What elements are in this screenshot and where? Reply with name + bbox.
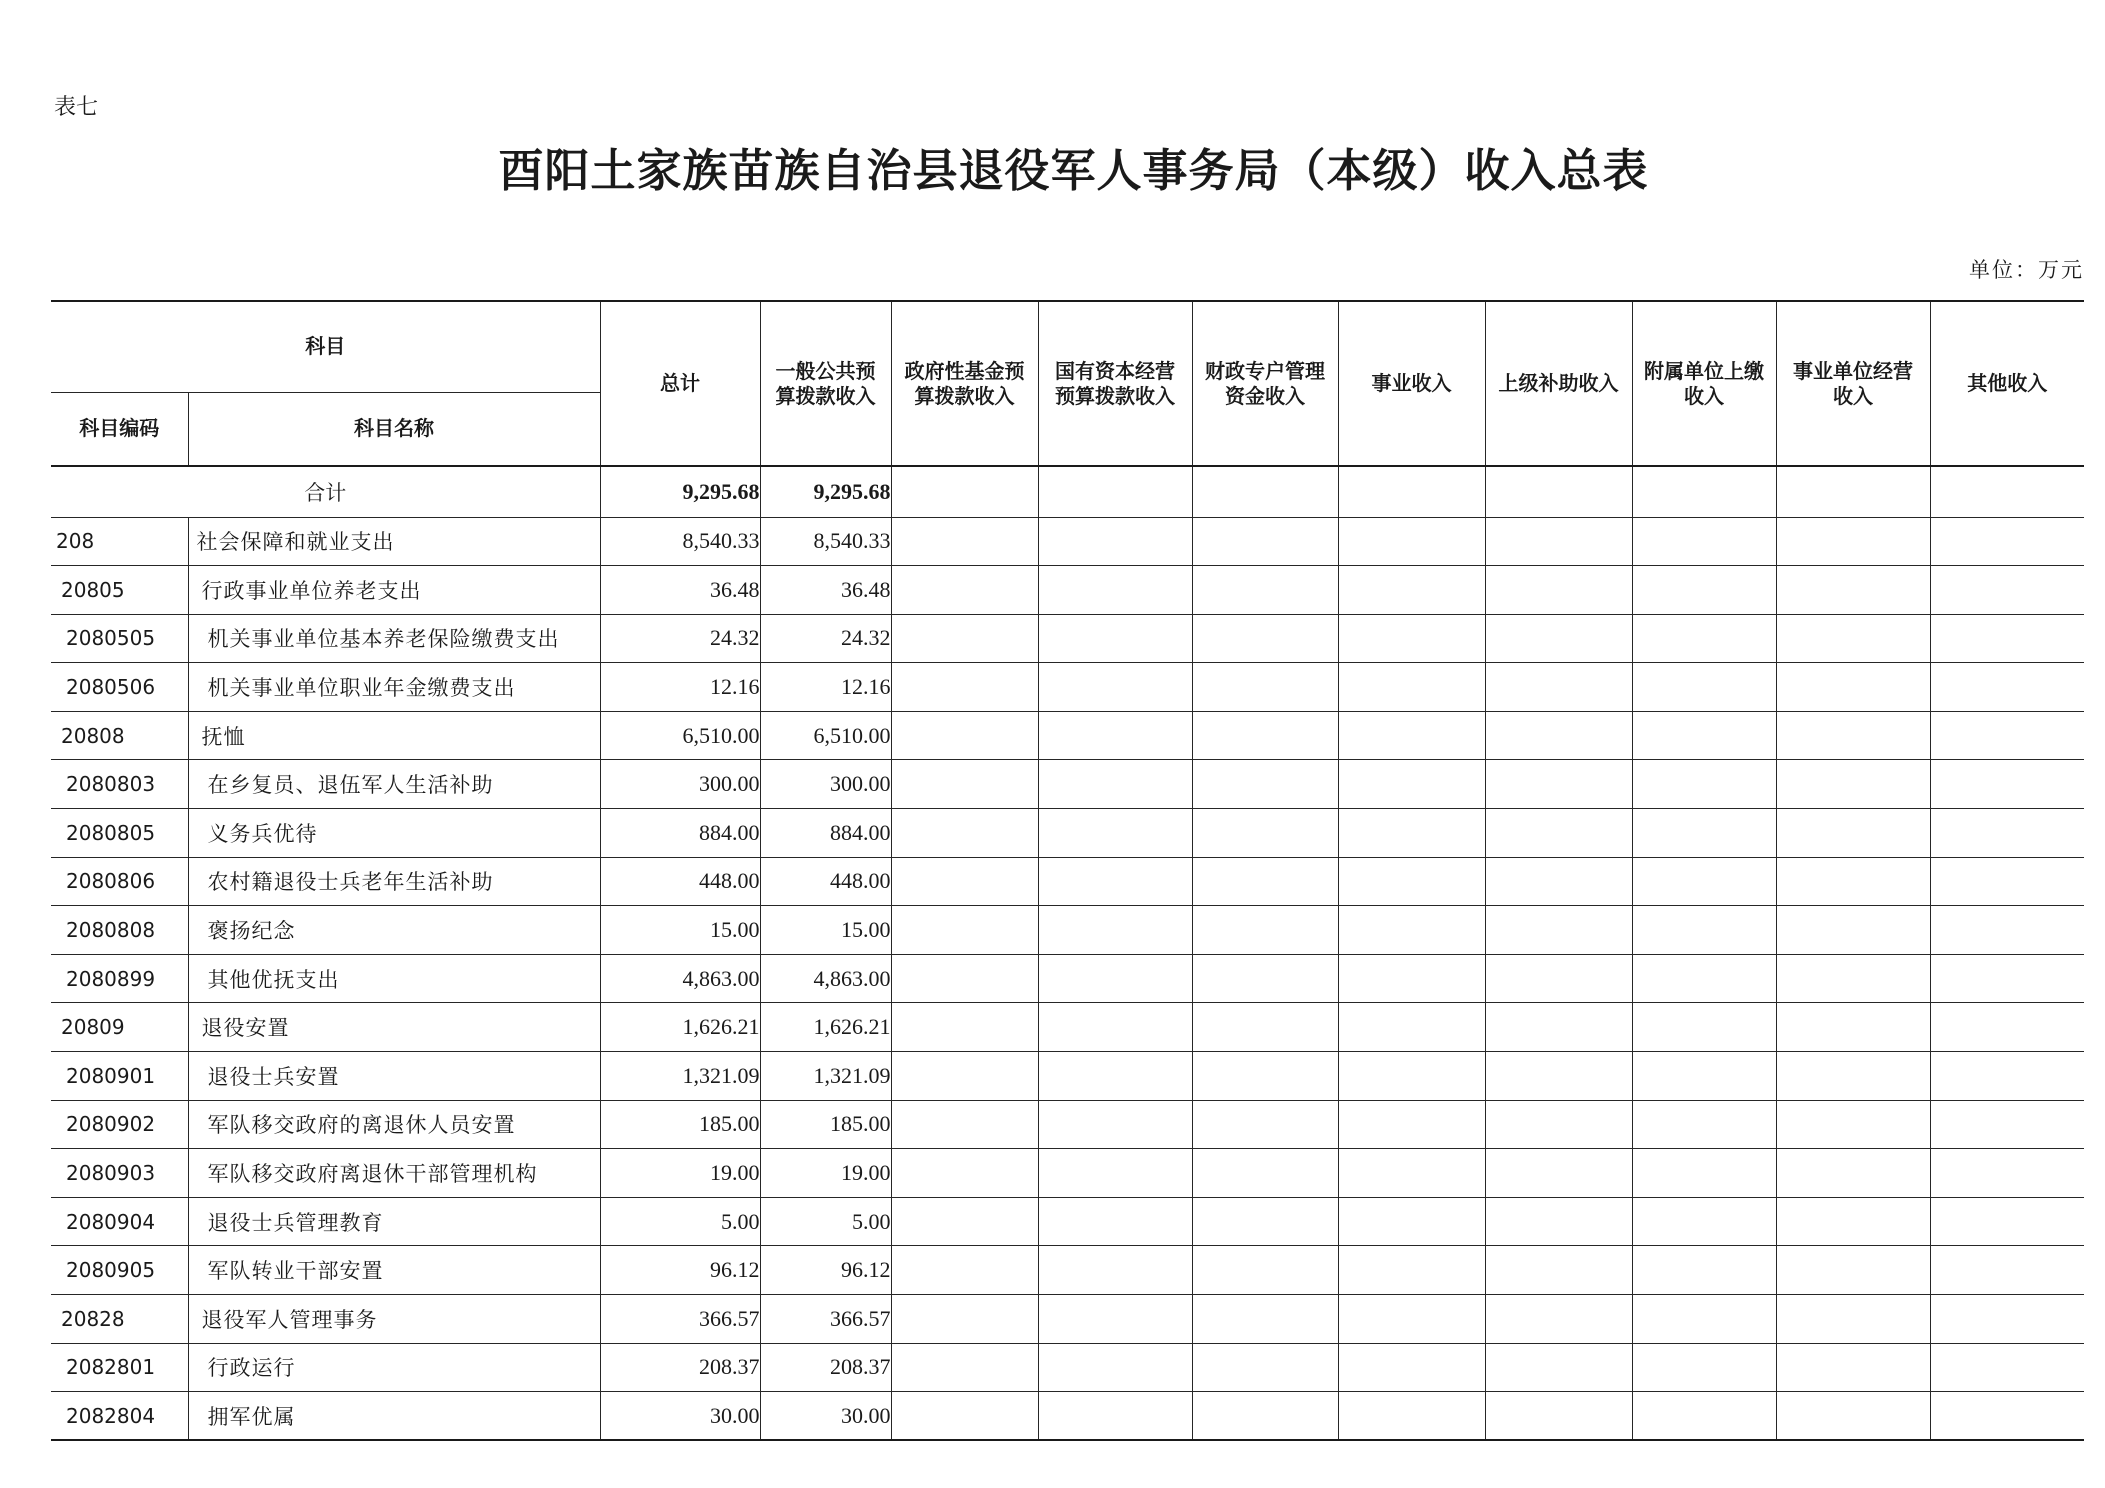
- empty-cell: [1338, 1003, 1485, 1052]
- row-subject-name: 其他优抚支出: [188, 954, 600, 1003]
- empty-cell: [891, 1100, 1038, 1149]
- empty-cell: [1192, 614, 1338, 663]
- table-row: [51, 1100, 2084, 1149]
- empty-cell: [1338, 566, 1485, 615]
- empty-cell: [1192, 1100, 1338, 1149]
- empty-cell: [1038, 663, 1192, 712]
- table-row: [51, 1149, 2084, 1198]
- empty-cell: [1776, 466, 1930, 517]
- row-subject-code: 2080903: [51, 1149, 188, 1198]
- table-row: [51, 663, 2084, 712]
- empty-cell: [1632, 1295, 1776, 1344]
- empty-cell: [1485, 1343, 1632, 1392]
- row-general-budget: 208.37: [760, 1343, 891, 1392]
- empty-cell: [1930, 1246, 2084, 1295]
- row-subject-code: 20808: [51, 711, 188, 760]
- row-subject-code: 20828: [51, 1295, 188, 1344]
- header-label-line: 总计: [660, 371, 700, 395]
- empty-cell: [1632, 1246, 1776, 1295]
- empty-cell: [1038, 906, 1192, 955]
- row-general-budget: 185.00: [760, 1100, 891, 1149]
- empty-cell: [1632, 466, 1776, 517]
- row-general-budget: 36.48: [760, 566, 891, 615]
- row-total: 5.00: [600, 1197, 760, 1246]
- empty-cell: [891, 1197, 1038, 1246]
- empty-cell: [1338, 1100, 1485, 1149]
- empty-cell: [1930, 1149, 2084, 1198]
- empty-cell: [1485, 614, 1632, 663]
- row-general-budget: 366.57: [760, 1295, 891, 1344]
- empty-cell: [1038, 1295, 1192, 1344]
- empty-cell: [1485, 1392, 1632, 1441]
- row-total: 366.57: [600, 1295, 760, 1344]
- empty-cell: [1485, 857, 1632, 906]
- row-subject-name: 农村籍退役士兵老年生活补助: [188, 857, 600, 906]
- table-row: [51, 566, 2084, 615]
- row-general-budget: 15.00: [760, 906, 891, 955]
- empty-cell: [1338, 614, 1485, 663]
- empty-cell: [1192, 663, 1338, 712]
- empty-cell: [1632, 857, 1776, 906]
- row-general-budget: 300.00: [760, 760, 891, 809]
- empty-cell: [1338, 1052, 1485, 1101]
- row-general-budget: 6,510.00: [760, 711, 891, 760]
- row-general-budget: 12.16: [760, 663, 891, 712]
- empty-cell: [1338, 1197, 1485, 1246]
- empty-cell: [1338, 954, 1485, 1003]
- empty-cell: [1338, 517, 1485, 566]
- header-label-line: 算拨款收入: [914, 383, 1015, 408]
- empty-cell: [1485, 566, 1632, 615]
- row-total: 1,321.09: [600, 1052, 760, 1101]
- empty-cell: [1038, 566, 1192, 615]
- empty-cell: [1776, 1052, 1930, 1101]
- row-general-budget: 884.00: [760, 809, 891, 858]
- empty-cell: [1632, 1343, 1776, 1392]
- header-label-line: 政府性基金预: [904, 358, 1025, 383]
- empty-cell: [1632, 711, 1776, 760]
- empty-cell: [1192, 517, 1338, 566]
- row-subject-name: 机关事业单位基本养老保险缴费支出: [188, 614, 600, 663]
- empty-cell: [1485, 1003, 1632, 1052]
- header-affiliated-unit-income: [1632, 301, 1776, 466]
- row-subject-name: 社会保障和就业支出: [188, 517, 600, 566]
- empty-cell: [1930, 466, 2084, 517]
- empty-cell: [1338, 1295, 1485, 1344]
- row-total: 12.16: [600, 663, 760, 712]
- empty-cell: [1776, 1100, 1930, 1149]
- empty-cell: [1930, 711, 2084, 760]
- header-subject: 科目: [51, 301, 600, 392]
- row-subject-code: 20805: [51, 566, 188, 615]
- header-label-line: 收入: [1833, 383, 1873, 408]
- empty-cell: [1192, 1295, 1338, 1344]
- empty-cell: [1776, 1295, 1930, 1344]
- row-total: 30.00: [600, 1392, 760, 1441]
- empty-cell: [1192, 906, 1338, 955]
- row-subject-code: 2080899: [51, 954, 188, 1003]
- empty-cell: [891, 906, 1038, 955]
- table-row: [51, 711, 2084, 760]
- row-subject-name: 拥军优属: [188, 1392, 600, 1441]
- header-label-line: 附属单位上缴: [1644, 358, 1764, 383]
- empty-cell: [1930, 1197, 2084, 1246]
- row-total: 300.00: [600, 760, 760, 809]
- income-summary-table: [51, 300, 2084, 1441]
- empty-cell: [1776, 566, 1930, 615]
- header-subject-code: 科目编码: [51, 392, 188, 466]
- empty-cell: [891, 711, 1038, 760]
- row-subject-name: 退役安置: [188, 1003, 600, 1052]
- empty-cell: [1776, 517, 1930, 566]
- empty-cell: [1930, 1295, 2084, 1344]
- header-label-line: 事业单位经营: [1793, 358, 1913, 383]
- empty-cell: [1776, 1392, 1930, 1441]
- table-row: [51, 1003, 2084, 1052]
- empty-cell: [1776, 1149, 1930, 1198]
- empty-cell: [1632, 614, 1776, 663]
- table-header: [51, 301, 2084, 466]
- empty-cell: [1776, 663, 1930, 712]
- table-row: [51, 857, 2084, 906]
- empty-cell: [1038, 954, 1192, 1003]
- empty-cell: [891, 1392, 1038, 1441]
- row-subject-code: 2080806: [51, 857, 188, 906]
- empty-cell: [891, 1295, 1038, 1344]
- empty-cell: [1038, 1392, 1192, 1441]
- row-subject-code: 2080901: [51, 1052, 188, 1101]
- row-subject-name: 退役士兵管理教育: [188, 1197, 600, 1246]
- empty-cell: [891, 1003, 1038, 1052]
- empty-cell: [1338, 466, 1485, 517]
- empty-cell: [1038, 1100, 1192, 1149]
- row-subject-code: 2080902: [51, 1100, 188, 1149]
- empty-cell: [1776, 711, 1930, 760]
- table-row: [51, 906, 2084, 955]
- empty-cell: [1192, 857, 1338, 906]
- empty-cell: [1632, 1052, 1776, 1101]
- empty-cell: [1776, 906, 1930, 955]
- header-label-line: 其他收入: [1967, 371, 2048, 395]
- empty-cell: [891, 857, 1038, 906]
- empty-cell: [1038, 1246, 1192, 1295]
- row-total: 884.00: [600, 809, 760, 858]
- total-general-budget-cell: 9,295.68: [760, 466, 891, 517]
- empty-cell: [1192, 1246, 1338, 1295]
- total-label: 合计: [51, 466, 600, 517]
- header-label-line: 收入: [1684, 383, 1724, 408]
- empty-cell: [1632, 663, 1776, 712]
- empty-cell: [1776, 1246, 1930, 1295]
- empty-cell: [1776, 1197, 1930, 1246]
- empty-cell: [1038, 760, 1192, 809]
- empty-cell: [1192, 1197, 1338, 1246]
- empty-cell: [1930, 906, 2084, 955]
- row-general-budget: 1,321.09: [760, 1052, 891, 1101]
- empty-cell: [1632, 1100, 1776, 1149]
- header-other-income: [1930, 301, 2084, 466]
- empty-cell: [1776, 1003, 1930, 1052]
- row-subject-code: 208: [51, 517, 188, 566]
- empty-cell: [1485, 663, 1632, 712]
- empty-cell: [1930, 614, 2084, 663]
- unit-label: 单位：万元: [1969, 258, 2084, 282]
- header-general-budget: [760, 301, 891, 466]
- empty-cell: [1192, 466, 1338, 517]
- row-subject-name: 退役士兵安置: [188, 1052, 600, 1101]
- empty-cell: [1338, 711, 1485, 760]
- header-gov-fund-budget: [891, 301, 1038, 466]
- row-total: 24.32: [600, 614, 760, 663]
- header-label-line: 算拨款收入: [775, 383, 876, 408]
- header-label-line: 上级补助收入: [1498, 371, 1619, 395]
- empty-cell: [1632, 1392, 1776, 1441]
- row-subject-name: 在乡复员、退伍军人生活补助: [188, 760, 600, 809]
- table-number-label: 表七: [54, 95, 99, 120]
- empty-cell: [1930, 663, 2084, 712]
- row-total: 8,540.33: [600, 517, 760, 566]
- row-general-budget: 24.32: [760, 614, 891, 663]
- header-label-line: 预算拨款收入: [1055, 383, 1175, 408]
- row-total: 19.00: [600, 1149, 760, 1198]
- row-subject-name: 军队移交政府离退休干部管理机构: [188, 1149, 600, 1198]
- empty-cell: [1930, 1100, 2084, 1149]
- empty-cell: [1485, 809, 1632, 858]
- empty-cell: [891, 663, 1038, 712]
- empty-cell: [1632, 566, 1776, 615]
- row-general-budget: 448.00: [760, 857, 891, 906]
- empty-cell: [891, 954, 1038, 1003]
- empty-cell: [1632, 517, 1776, 566]
- header-total: [600, 301, 760, 466]
- empty-cell: [1192, 809, 1338, 858]
- row-total: 1,626.21: [600, 1003, 760, 1052]
- row-subject-code: 2080805: [51, 809, 188, 858]
- empty-cell: [1632, 760, 1776, 809]
- row-subject-code: 20809: [51, 1003, 188, 1052]
- empty-cell: [891, 760, 1038, 809]
- empty-cell: [1192, 1052, 1338, 1101]
- row-general-budget: 4,863.00: [760, 954, 891, 1003]
- header-operating-income: [1776, 301, 1930, 466]
- row-subject-name: 行政运行: [188, 1343, 600, 1392]
- row-subject-name: 行政事业单位养老支出: [188, 566, 600, 615]
- empty-cell: [1632, 809, 1776, 858]
- row-subject-code: 2080808: [51, 906, 188, 955]
- empty-cell: [1338, 857, 1485, 906]
- row-total: 185.00: [600, 1100, 760, 1149]
- table-row: [51, 1197, 2084, 1246]
- empty-cell: [1338, 760, 1485, 809]
- row-subject-name: 退役军人管理事务: [188, 1295, 600, 1344]
- table-row: [51, 1246, 2084, 1295]
- empty-cell: [1485, 517, 1632, 566]
- empty-cell: [1338, 1246, 1485, 1295]
- empty-cell: [1038, 711, 1192, 760]
- header-label-line: 事业收入: [1371, 371, 1452, 395]
- row-general-budget: 1,626.21: [760, 1003, 891, 1052]
- empty-cell: [1930, 809, 2084, 858]
- row-subject-code: 2080506: [51, 663, 188, 712]
- empty-cell: [1632, 1003, 1776, 1052]
- table-row: [51, 1343, 2084, 1392]
- table-body: [51, 466, 2084, 1440]
- empty-cell: [1192, 1392, 1338, 1441]
- row-total: 6,510.00: [600, 711, 760, 760]
- total-row: [51, 466, 2084, 517]
- empty-cell: [1485, 1100, 1632, 1149]
- row-subject-name: 军队移交政府的离退休人员安置: [188, 1100, 600, 1149]
- empty-cell: [1485, 954, 1632, 1003]
- row-subject-name: 抚恤: [188, 711, 600, 760]
- empty-cell: [1338, 1392, 1485, 1441]
- row-general-budget: 5.00: [760, 1197, 891, 1246]
- row-subject-name: 义务兵优待: [188, 809, 600, 858]
- table-row: [51, 1392, 2084, 1441]
- table-row: [51, 809, 2084, 858]
- empty-cell: [1632, 1149, 1776, 1198]
- row-total: 36.48: [600, 566, 760, 615]
- empty-cell: [1485, 1052, 1632, 1101]
- header-label-line: 一般公共预: [775, 358, 876, 383]
- row-subject-name: 机关事业单位职业年金缴费支出: [188, 663, 600, 712]
- row-subject-name: 褒扬纪念: [188, 906, 600, 955]
- empty-cell: [1930, 1392, 2084, 1441]
- row-total: 96.12: [600, 1246, 760, 1295]
- empty-cell: [1192, 711, 1338, 760]
- empty-cell: [1038, 614, 1192, 663]
- empty-cell: [1930, 1343, 2084, 1392]
- row-subject-code: 2082804: [51, 1392, 188, 1441]
- row-general-budget: 96.12: [760, 1246, 891, 1295]
- row-total: 4,863.00: [600, 954, 760, 1003]
- empty-cell: [1930, 857, 2084, 906]
- empty-cell: [1192, 1343, 1338, 1392]
- table-row: [51, 1295, 2084, 1344]
- table-row: [51, 954, 2084, 1003]
- empty-cell: [891, 517, 1038, 566]
- empty-cell: [1930, 760, 2084, 809]
- empty-cell: [1632, 906, 1776, 955]
- row-general-budget: 8,540.33: [760, 517, 891, 566]
- empty-cell: [1485, 760, 1632, 809]
- header-label-line: 财政专户管理: [1205, 358, 1325, 383]
- empty-cell: [1930, 1052, 2084, 1101]
- empty-cell: [1192, 566, 1338, 615]
- empty-cell: [891, 466, 1038, 517]
- empty-cell: [1038, 517, 1192, 566]
- empty-cell: [1338, 663, 1485, 712]
- empty-cell: [1485, 1246, 1632, 1295]
- row-subject-code: 2080803: [51, 760, 188, 809]
- page-title: 酉阳土家族苗族自治县退役军人事务局（本级）收入总表: [498, 144, 1649, 197]
- empty-cell: [1038, 809, 1192, 858]
- empty-cell: [891, 566, 1038, 615]
- total-sum-cell: 9,295.68: [600, 466, 760, 517]
- empty-cell: [1192, 760, 1338, 809]
- empty-cell: [891, 809, 1038, 858]
- header-label-line: 国有资本经营: [1055, 358, 1175, 383]
- header-row: [51, 301, 2084, 392]
- empty-cell: [1338, 1343, 1485, 1392]
- table-row: [51, 1052, 2084, 1101]
- empty-cell: [1038, 1149, 1192, 1198]
- empty-cell: [1038, 1197, 1192, 1246]
- empty-cell: [1338, 906, 1485, 955]
- row-subject-name: 军队转业干部安置: [188, 1246, 600, 1295]
- empty-cell: [1038, 1343, 1192, 1392]
- row-general-budget: 19.00: [760, 1149, 891, 1198]
- row-total: 15.00: [600, 906, 760, 955]
- header-state-capital-budget: [1038, 301, 1192, 466]
- row-total: 208.37: [600, 1343, 760, 1392]
- empty-cell: [1038, 1003, 1192, 1052]
- empty-cell: [1038, 1052, 1192, 1101]
- empty-cell: [1930, 517, 2084, 566]
- empty-cell: [1930, 954, 2084, 1003]
- row-subject-code: 2082801: [51, 1343, 188, 1392]
- row-subject-code: 2080905: [51, 1246, 188, 1295]
- empty-cell: [1192, 954, 1338, 1003]
- empty-cell: [1338, 809, 1485, 858]
- empty-cell: [1776, 857, 1930, 906]
- empty-cell: [1038, 857, 1192, 906]
- header-superior-subsidy: [1485, 301, 1632, 466]
- empty-cell: [1038, 466, 1192, 517]
- empty-cell: [1485, 466, 1632, 517]
- empty-cell: [1192, 1003, 1338, 1052]
- empty-cell: [1632, 1197, 1776, 1246]
- empty-cell: [1930, 1003, 2084, 1052]
- empty-cell: [891, 1052, 1038, 1101]
- empty-cell: [1632, 954, 1776, 1003]
- empty-cell: [891, 1246, 1038, 1295]
- row-total: 448.00: [600, 857, 760, 906]
- empty-cell: [1776, 760, 1930, 809]
- empty-cell: [1485, 1149, 1632, 1198]
- row-subject-code: 2080505: [51, 614, 188, 663]
- row-general-budget: 30.00: [760, 1392, 891, 1441]
- empty-cell: [1485, 1197, 1632, 1246]
- empty-cell: [1776, 954, 1930, 1003]
- empty-cell: [891, 614, 1038, 663]
- empty-cell: [1485, 711, 1632, 760]
- row-subject-code: 2080904: [51, 1197, 188, 1246]
- table-row: [51, 760, 2084, 809]
- empty-cell: [1192, 1149, 1338, 1198]
- empty-cell: [1930, 566, 2084, 615]
- empty-cell: [1485, 1295, 1632, 1344]
- empty-cell: [1776, 1343, 1930, 1392]
- empty-cell: [891, 1343, 1038, 1392]
- header-label-line: 资金收入: [1225, 383, 1305, 408]
- empty-cell: [1338, 1149, 1485, 1198]
- header-special-account: [1192, 301, 1338, 466]
- table-row: [51, 517, 2084, 566]
- header-business-income: [1338, 301, 1485, 466]
- empty-cell: [1485, 906, 1632, 955]
- empty-cell: [891, 1149, 1038, 1198]
- empty-cell: [1776, 614, 1930, 663]
- header-subject-name: 科目名称: [188, 392, 600, 466]
- empty-cell: [1776, 809, 1930, 858]
- table-row: [51, 614, 2084, 663]
